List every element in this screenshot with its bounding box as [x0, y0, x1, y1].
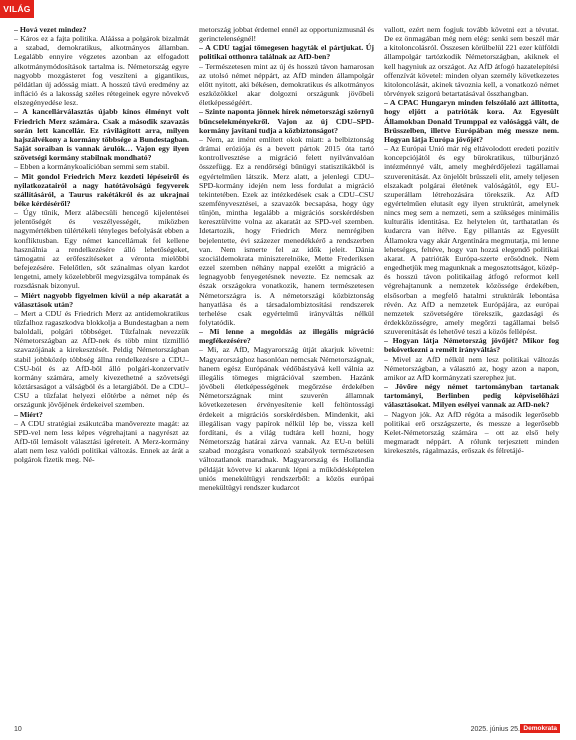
interview-question: – A kancellárválasztás újabb kínos élményt volt Friedrich Merz számára. Csak a második szavazás során lett kancellár. Ez rávilágított arra, milyen hajszálvékony a kormány többsége a Bundestagban. Saját soraiban is vannak árulók… Vajon egy ilyen szövetségi kormány stabilnak mondható?	[14, 107, 189, 163]
interview-answer: – A CDU stratégiai zsákutcába manőverezte magát: az SPD-vel nem less képes végrehajtani a nagyrészt az AfD-től lemásolt választási ígéreteit. A Merz-kormány alatt nem lesz valódi politikai változás. Ennek az árát a polgárok fizetik meg. Né-	[14, 418, 189, 465]
interview-answer: – Mi, az AfD, Magyarország útját akarjuk követni: Magyarországhoz hasonlóan nemcsak Németországnak, hanem egész Európának védőbástyává kell válnia az illegális tömeges migrációval szemben. Hazánk jövőbeli életképességének megőrzése érdekében Németországnak mint szuverén államnak következetesen érvényesítenie kell feltöntossági érdekeit a migrációs sorskérdésben. Mindenkit, aki illegálisan vagy papírok nélkül lép be, vissza kell fordítani, és a világ tudtára kell hozni, hogy Németország határai zárva vannak. Az EU-n belüli szabad mozgásra vonatkozó szabályok természetesen változatlanok maradnak. Magyarország és Hollandia példáját követve kí akarunk lépni a működésképtelen uniós menekültügyi rendszerből: a közös európai menekültügyi rendszer kudarcot	[199, 345, 374, 492]
page-number: 10	[14, 726, 22, 733]
brand-logo: Demokrata	[520, 724, 560, 733]
interview-question: – A CDU tagjai tömegesen hagyták el pártjukat. Új politikai otthonra találnak az AfD-ben?	[199, 43, 374, 62]
issue-date: 2025. június 25.	[470, 726, 520, 733]
interview-answer: – Nagyon jók. Az AfD régóta a második legerősebb politikai erő országszerte, és messze a legerősebb Kelet-Németország számára – ott az első hely megmaradt néppárt. A rólunk terjesztett minden kirekesztés, rágalmazás, erőszak és félretájé-	[384, 409, 559, 456]
page-footer	[14, 726, 560, 738]
interview-answer: – Az Európai Unió már rég eltávolodott eredeti pozitív koncepciójától és egy bürokratikus, túlburjánzó intézménnyé vált, amely meghérdőjelezi tagállamai szuverenitását. Az önjelölt brüsszeli elit, amely teljesen elszakadt polgárai életének valóságától, egy EU-szuperállam létrehozására törekszik. Az AfD egyértelműen elutasít egy ilyen struktúrát, amelynek nincs meg sem a nemzeti, sem a szükséges minimális kulturális identitása. Ez helytelen út, tarthatatlan és kudarcra van ítélve. Egy pillantás az Egyesült Államokra vagy akár Argentínára megmutatja, mi lenne lehetséges, feltéve, hogy van hozzá elegendő politikai akarat. A patrióták Európa-szerte erősödnek. Nem engedhetjük meg magunknak a megosztottságot, közép- és hosszú távon politikailag átfogó reformot kell végrehajtanunk a nemzetek közössége érdekében, elsősorban a megfelő hatalmi struktúrák lebontása révén. Az AfD a nemzetek Európájára, az európai nemzetek szövetségére törekszik, gazdasági és érdekközösségre, amely megőrzi tagállamai belső szuverenitását és lehetővé teszi a közös fellépést.	[384, 144, 559, 337]
interview-answer: metország jobbat érdemel ennél az opportunizmusnál és gerinctelenségnél!	[199, 25, 374, 44]
interview-question: – Szinte naponta jönnek hírek németországi szörnyű bűncselekményekről. Vajon az új CDU–SPD-kormány javítani tudja a közbiztonságot?	[199, 107, 374, 135]
interview-question: – Mi lenne a megoldás az illegális migráció megfékezésére?	[199, 327, 374, 346]
interview-answer: – Mert a CDU és Friedrich Merz az antidemokratikus tűzfalhoz ragaszkodva blokkolja a Bundestagban a nem baloldali, polgári többséget. Tűzfalnak nevezzük Németországban az AfD-nek és több mint tízmillió szavazójának a kirekesztését. Peldig Németországban stabil jobbközép többség állna rendelkezésre a CDU–CSU-ból és az AfD-ből álló polgári-konzervatív kormány számára, amely kivezethetné a szövetségi köztársaságot a válságból és a letargiából. De a CDU–CSU a tűzfalat helyezi előtérbe a német nép és országunk jövőjének érdekeivel szemben.	[14, 308, 189, 410]
interview-answer: – Úgy tűnik, Merz alábecsüli hencegő kijelentései jelentőségét és veszélyességét, miközben nagymértékben túlértékeli tényleges befolyását ebben a konfliktusban. Egy német kancellárnak fel kellene használnia a rendelkezésére álló lehetőségeket, támogatni az erőfeszítéseket a véronta mielőbbi befejezésére. Felelőtlen, sőt szánalmas olyan kardot lengetni, amely közelebbről megvizsgálva tompának és rozsdásnak bizonyul.	[14, 208, 189, 291]
interview-answer: – Ebben a kormánykoalícióban semmi sem stabil.	[14, 162, 170, 172]
interview-answer: – Káros ez a fajta politika. Aláássa a polgárok bizalmát a szabad, demokratikus, alkotmányos államban. Legalább ennyire végzetes azonban az elfogadott alkotmánymódosítások tartalma is. Németország egyre nagyobb mozgásteret fog veszíteni a gigantikus, példátlan új adósság miatt. A hosszú távú eredmény az infláció és a lakosság széles rétegeinek egyre növekvő elszegényedése lesz.	[14, 34, 189, 108]
interview-question: – A CPAC Hungaryn minden felszólaló azt állította, hogy eljött a patrióták kora. Az Egyesült Államokban Donald Trumppal ez valósággá vált, de Brüsszelben, illetve Európában még messze nem. Hogyan látja Európa jövőjét?	[384, 98, 559, 144]
interview-answer: – Nem, az imént említett okok miatt: a belbiztonság drámai eróziója és a bevett pártok 2015 óta tartó kontrollvesztése a migráció felett nyilvánvalóan összefügg. Ez a rendőrségi bűnügyi statisztikákból is egyértelműen látszik. Merz alatt, a jelenlegi CDU–SPD-kormány idején nem less fordulat a migráció tekintetében. Ezek az intézkedések csak a CDU–CSU szemfényvesztései, a szavazók becsapása, hogy úgy tűnjön, mintha legalább a migrációs sorskérdésben keresztülvitte volna az akaratát az SPD-vel szemben. Idetartozik, hogy Friedrich Merz nemrégiben bejelentette, évi százezer menedékkérő a rendszerben van. Nem ismerte fel az idők jeleit. Dánia szociáldemokrata miniszterelnöke, Mette Frederiksen ezzel szemben néhány nappal ezelőtt a migráció a legnagyobb fenyegetésnek nevezte. Ez nemcsak az észak országokra vonatkozik, hanem természetesen Németországra is. A németországi közbiztonság hanyatlása és a társadalombiztosítási rendszerek terhelése csak egyértelmű irányváltás nélkül folytatódik.	[199, 134, 374, 327]
interview-answer: – Természetesen mint az új és hosszú távon hamarosan az utolsó német néppárt, az AfD minden állampolgár előtt nyitott, aki békésen, demokratikus és alkotmányos eszközökkel akar dolgozni országunk jövőbeli életképességéért.	[199, 61, 374, 108]
interview-question: – Miért?	[14, 409, 43, 419]
interview-question: – Miért nagyobb figyelmen kívül a nép akaratát a választások után?	[14, 290, 189, 309]
interview-answer: – Mivel az AfD nélkül nem lesz politikai változás Németországban, a választó az, hogy azon a napon, amikor az AfD kormányzati szerephez jut.	[384, 354, 559, 382]
interview-question: – Mit gondol Friedrich Merz kezdeti lépéseiről és nyilatkozatairól a nagy hatótávolságú fegyverek szállításáról, a Taurus rakétákról és az ukrajnai béke kérdéséről?	[14, 171, 189, 208]
article-column-2	[199, 25, 374, 720]
article-column-1	[14, 25, 189, 720]
interview-question: – Hogyan látja Németország jövőjét? Mikor fog bekövetkezni a remélt irányváltás?	[384, 336, 559, 355]
section-tag: VILÁG	[0, 0, 34, 18]
article-column-3	[384, 25, 559, 720]
interview-question: – Jövőre négy német tartományban tartanak tartományi, Berlinben pedig képviselőházi választásokat. Milyen esélyei vannak az AfD-nek?	[384, 382, 559, 410]
article-columns	[14, 25, 560, 720]
interview-answer: vallott, ezért nem fogjuk tovább követni ezt a tévutat. De ez önmagában még nem elég: senki sem beszél már a kitoloncolásról. Összesen körülbelül 221 ezer külföldi állampolgár tartózkodik Németországban, akiknek el kell hagyniuk az országot. Az AfD átfogó hazatelepítési offenzívát követel: minden olyan személy következetes kitoloncolását, akinek távoznia kell, a vonatkozó német törvények szigorú betartatásával összhangban.	[384, 25, 559, 99]
interview-question: – Hová vezet mindez?	[14, 25, 87, 34]
